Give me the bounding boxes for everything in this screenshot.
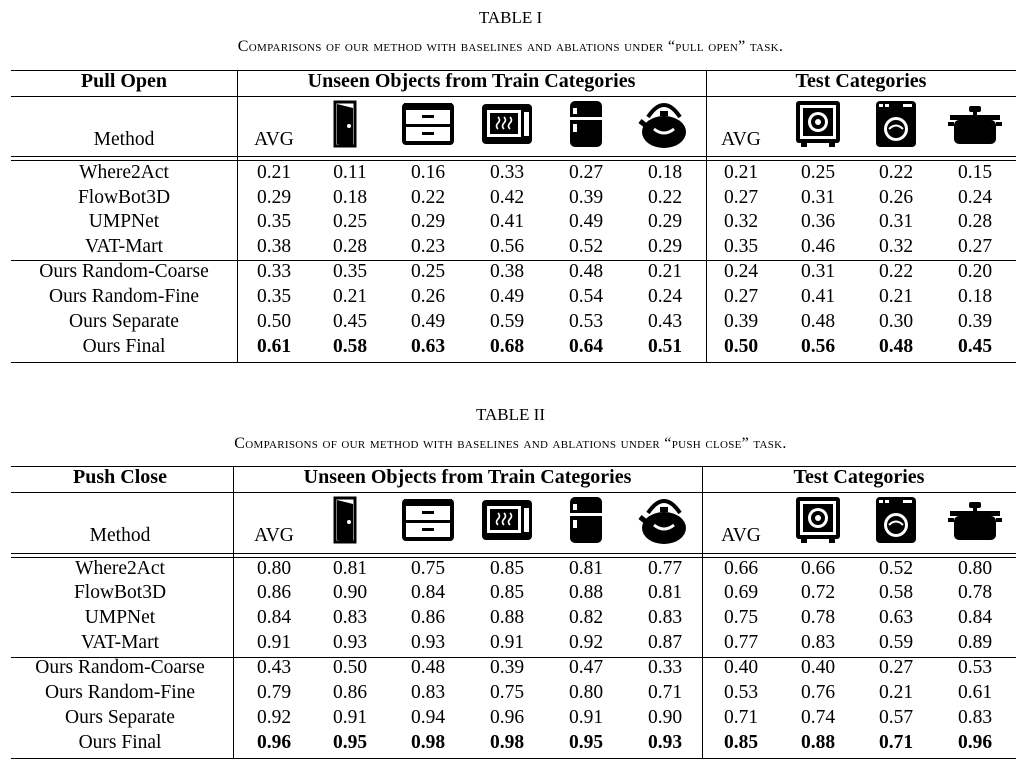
value-cell: 0.68 [489, 336, 525, 357]
value-cell: 0.35 [256, 286, 292, 307]
washing-machine-icon [875, 100, 917, 153]
value-cell: 0.26 [878, 187, 914, 208]
value-cell: 0.30 [878, 311, 914, 332]
value-cell: 0.95 [568, 732, 604, 753]
value-cell: 0.18 [957, 286, 993, 307]
value-cell: 0.93 [332, 632, 368, 653]
column-divider-method [233, 466, 234, 758]
value-cell: 0.31 [878, 211, 914, 232]
value-cell: 0.78 [800, 607, 836, 628]
value-cell: 0.32 [723, 211, 759, 232]
value-cell: 0.84 [256, 607, 292, 628]
microwave-icon [481, 103, 533, 150]
value-cell: 0.23 [410, 236, 446, 257]
value-cell: 0.86 [332, 682, 368, 703]
value-cell: 0.96 [489, 707, 525, 728]
value-cell: 0.81 [568, 558, 604, 579]
value-cell: 0.77 [723, 632, 759, 653]
value-cell: 0.91 [256, 632, 292, 653]
value-cell: 0.81 [332, 558, 368, 579]
kettle-icon [638, 99, 692, 154]
value-cell: 0.64 [568, 336, 604, 357]
pot-icon [948, 498, 1002, 547]
value-cell: 0.53 [957, 657, 993, 678]
method-name: FlowBot3D [77, 187, 171, 208]
value-cell: 0.91 [568, 707, 604, 728]
value-cell: 0.75 [410, 558, 446, 579]
value-cell: 0.83 [647, 607, 683, 628]
value-cell: 0.48 [568, 261, 604, 282]
value-cell: 0.53 [723, 682, 759, 703]
value-cell: 0.21 [256, 162, 292, 183]
value-cell: 0.74 [800, 707, 836, 728]
value-cell: 0.80 [568, 682, 604, 703]
method-name: FlowBot3D [73, 582, 167, 603]
value-cell: 0.96 [957, 732, 993, 753]
value-cell: 0.63 [410, 336, 446, 357]
value-cell: 0.39 [723, 311, 759, 332]
method-name: Ours Final [78, 732, 162, 753]
value-cell: 0.50 [332, 657, 368, 678]
value-cell: 0.22 [410, 187, 446, 208]
value-cell: 0.25 [332, 211, 368, 232]
method-name: Ours Final [82, 336, 166, 357]
value-cell: 0.45 [332, 311, 368, 332]
value-cell: 0.85 [723, 732, 759, 753]
group-header-test: Test Categories [793, 466, 925, 488]
method-name: VAT-Mart [84, 236, 163, 257]
method-name: Ours Random-Fine [48, 286, 200, 307]
value-cell: 0.18 [647, 162, 683, 183]
value-cell: 0.29 [647, 211, 683, 232]
drawer-cabinet-icon [401, 498, 455, 547]
table-caption-text: Comparisons of our method with baselines and ablations under “push close” task. [234, 435, 787, 452]
method-name: Ours Random-Coarse [35, 657, 205, 678]
value-cell: 0.56 [800, 336, 836, 357]
value-cell: 0.69 [723, 582, 759, 603]
value-cell: 0.61 [957, 682, 993, 703]
value-cell: 0.31 [800, 261, 836, 282]
value-cell: 0.63 [878, 607, 914, 628]
value-cell: 0.25 [800, 162, 836, 183]
table-caption [0, 38, 1021, 56]
method-name: Ours Separate [69, 311, 179, 332]
value-cell: 0.78 [957, 582, 993, 603]
value-cell: 0.82 [568, 607, 604, 628]
value-cell: 0.39 [489, 657, 525, 678]
task-header: Pull Open [80, 70, 168, 92]
value-cell: 0.35 [723, 236, 759, 257]
rule-header-2 [11, 160, 1016, 161]
value-cell: 0.98 [410, 732, 446, 753]
value-cell: 0.16 [410, 162, 446, 183]
group-header-train: Unseen Objects from Train Categories [307, 70, 636, 92]
value-cell: 0.33 [256, 261, 292, 282]
method-name: Ours Random-Fine [44, 682, 196, 703]
task-header: Push Close [73, 466, 167, 488]
value-cell: 0.93 [410, 632, 446, 653]
value-cell: 0.86 [410, 607, 446, 628]
value-cell: 0.24 [723, 261, 759, 282]
value-cell: 0.38 [256, 236, 292, 257]
method-name: Where2Act [75, 558, 165, 579]
column-divider-method [237, 70, 238, 362]
table-label: TABLE II [476, 405, 545, 424]
value-cell: 0.51 [647, 336, 683, 357]
value-cell: 0.28 [332, 236, 368, 257]
value-cell: 0.41 [489, 211, 525, 232]
value-cell: 0.61 [256, 336, 292, 357]
value-cell: 0.29 [256, 187, 292, 208]
value-cell: 0.75 [723, 607, 759, 628]
value-cell: 0.90 [332, 582, 368, 603]
value-cell: 0.46 [800, 236, 836, 257]
rule-header-1 [11, 553, 1016, 554]
value-cell: 0.71 [647, 682, 683, 703]
value-cell: 0.35 [332, 261, 368, 282]
refrigerator-icon [569, 496, 603, 549]
value-cell: 0.91 [332, 707, 368, 728]
method-name: Ours Random-Coarse [39, 261, 209, 282]
kettle-icon [638, 495, 692, 550]
value-cell: 0.11 [333, 162, 367, 183]
value-cell: 0.98 [489, 732, 525, 753]
value-cell: 0.84 [410, 582, 446, 603]
rule-bottom [11, 362, 1016, 363]
column-divider-test [702, 466, 703, 758]
value-cell: 0.32 [878, 236, 914, 257]
value-cell: 0.57 [878, 707, 914, 728]
value-cell: 0.22 [878, 261, 914, 282]
value-cell: 0.85 [489, 582, 525, 603]
value-cell: 0.21 [647, 261, 683, 282]
value-cell: 0.58 [332, 336, 368, 357]
value-cell: 0.80 [256, 558, 292, 579]
value-cell: 0.38 [489, 261, 525, 282]
value-cell: 0.24 [647, 286, 683, 307]
value-cell: 0.76 [800, 682, 836, 703]
value-cell: 0.77 [647, 558, 683, 579]
value-cell: 0.33 [489, 162, 525, 183]
value-cell: 0.91 [489, 632, 525, 653]
value-cell: 0.15 [957, 162, 993, 183]
value-cell: 0.48 [878, 336, 914, 357]
group-header-train: Unseen Objects from Train Categories [303, 466, 632, 488]
microwave-icon [481, 499, 533, 546]
value-cell: 0.50 [723, 336, 759, 357]
value-cell: 0.58 [878, 582, 914, 603]
value-cell: 0.31 [800, 187, 836, 208]
value-cell: 0.94 [410, 707, 446, 728]
value-cell: 0.27 [568, 162, 604, 183]
value-cell: 0.88 [800, 732, 836, 753]
table-caption-text: Comparisons of our method with baselines and ablations under “pull open” task. [237, 38, 784, 55]
table-caption [0, 435, 1021, 453]
pot-icon [948, 102, 1002, 151]
value-cell: 0.89 [957, 632, 993, 653]
value-cell: 0.29 [410, 211, 446, 232]
value-cell: 0.86 [256, 582, 292, 603]
avg-header: AVG [721, 129, 761, 150]
value-cell: 0.59 [489, 311, 525, 332]
value-cell: 0.21 [878, 682, 914, 703]
value-cell: 0.21 [723, 162, 759, 183]
safe-icon [795, 100, 841, 153]
value-cell: 0.79 [256, 682, 292, 703]
value-cell: 0.56 [489, 236, 525, 257]
value-cell: 0.66 [723, 558, 759, 579]
method-name: UMPNet [88, 211, 160, 232]
value-cell: 0.88 [489, 607, 525, 628]
method-name: Ours Separate [65, 707, 175, 728]
refrigerator-icon [569, 100, 603, 153]
value-cell: 0.90 [647, 707, 683, 728]
value-cell: 0.41 [800, 286, 836, 307]
value-cell: 0.52 [568, 236, 604, 257]
rule-bottom [11, 758, 1016, 759]
avg-header: AVG [254, 129, 294, 150]
value-cell: 0.21 [332, 286, 368, 307]
value-cell: 0.40 [723, 657, 759, 678]
value-cell: 0.59 [878, 632, 914, 653]
value-cell: 0.22 [878, 162, 914, 183]
value-cell: 0.71 [723, 707, 759, 728]
value-cell: 0.49 [489, 286, 525, 307]
value-cell: 0.83 [410, 682, 446, 703]
value-cell: 0.50 [256, 311, 292, 332]
value-cell: 0.53 [568, 311, 604, 332]
avg-header: AVG [254, 525, 294, 546]
value-cell: 0.24 [957, 187, 993, 208]
value-cell: 0.93 [647, 732, 683, 753]
value-cell: 0.25 [410, 261, 446, 282]
value-cell: 0.92 [256, 707, 292, 728]
drawer-cabinet-icon [401, 102, 455, 151]
value-cell: 0.42 [489, 187, 525, 208]
value-cell: 0.83 [800, 632, 836, 653]
value-cell: 0.40 [800, 657, 836, 678]
value-cell: 0.48 [800, 311, 836, 332]
safe-icon [795, 496, 841, 549]
value-cell: 0.20 [957, 261, 993, 282]
value-cell: 0.75 [489, 682, 525, 703]
value-cell: 0.87 [647, 632, 683, 653]
door-icon [333, 100, 367, 153]
value-cell: 0.45 [957, 336, 993, 357]
value-cell: 0.49 [568, 211, 604, 232]
value-cell: 0.66 [800, 558, 836, 579]
value-cell: 0.33 [647, 657, 683, 678]
value-cell: 0.26 [410, 286, 446, 307]
method-header: Method [89, 525, 151, 546]
value-cell: 0.27 [878, 657, 914, 678]
value-cell: 0.72 [800, 582, 836, 603]
value-cell: 0.52 [878, 558, 914, 579]
value-cell: 0.92 [568, 632, 604, 653]
value-cell: 0.29 [647, 236, 683, 257]
column-divider-test [706, 70, 707, 362]
method-header: Method [93, 129, 155, 150]
value-cell: 0.43 [647, 311, 683, 332]
value-cell: 0.18 [332, 187, 368, 208]
rule-group [11, 96, 1016, 97]
value-cell: 0.27 [723, 286, 759, 307]
value-cell: 0.81 [647, 582, 683, 603]
value-cell: 0.22 [647, 187, 683, 208]
value-cell: 0.84 [957, 607, 993, 628]
rule-header-1 [11, 156, 1016, 157]
value-cell: 0.28 [957, 211, 993, 232]
method-name: VAT-Mart [80, 632, 159, 653]
method-name: Where2Act [79, 162, 169, 183]
value-cell: 0.27 [957, 236, 993, 257]
value-cell: 0.35 [256, 211, 292, 232]
value-cell: 0.27 [723, 187, 759, 208]
value-cell: 0.49 [410, 311, 446, 332]
value-cell: 0.95 [332, 732, 368, 753]
value-cell: 0.39 [568, 187, 604, 208]
value-cell: 0.39 [957, 311, 993, 332]
value-cell: 0.96 [256, 732, 292, 753]
value-cell: 0.43 [256, 657, 292, 678]
value-cell: 0.88 [568, 582, 604, 603]
value-cell: 0.47 [568, 657, 604, 678]
value-cell: 0.85 [489, 558, 525, 579]
group-header-test: Test Categories [795, 70, 927, 92]
value-cell: 0.54 [568, 286, 604, 307]
table-label: TABLE I [478, 8, 543, 27]
value-cell: 0.71 [878, 732, 914, 753]
door-icon [333, 496, 367, 549]
value-cell: 0.83 [332, 607, 368, 628]
rule-group [11, 492, 1016, 493]
method-name: UMPNet [84, 607, 156, 628]
value-cell: 0.21 [878, 286, 914, 307]
value-cell: 0.83 [957, 707, 993, 728]
avg-header: AVG [721, 525, 761, 546]
value-cell: 0.36 [800, 211, 836, 232]
value-cell: 0.48 [410, 657, 446, 678]
washing-machine-icon [875, 496, 917, 549]
value-cell: 0.80 [957, 558, 993, 579]
